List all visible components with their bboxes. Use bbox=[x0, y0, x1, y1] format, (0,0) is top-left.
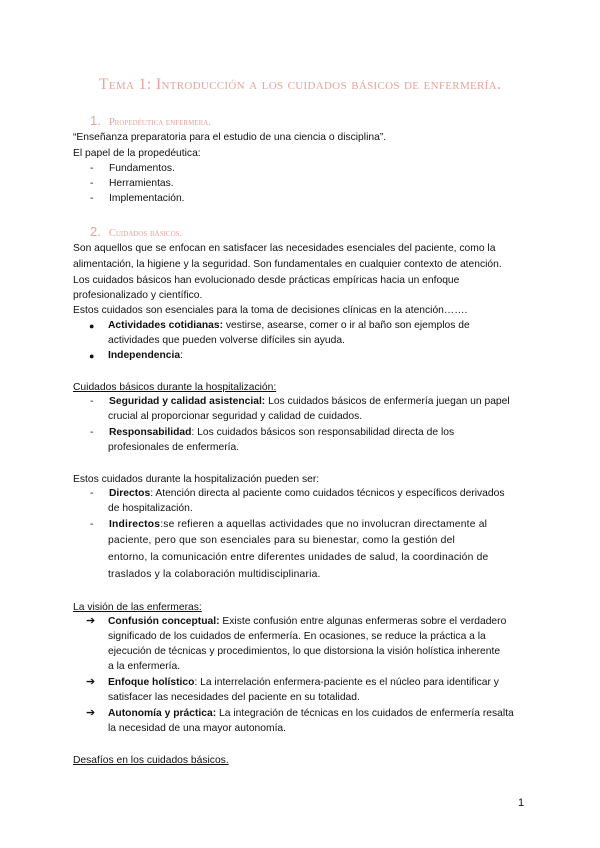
bullet-item: Actividades cotidianas: vestirse, asearse, comer o ir al baño son ejemplos de bbox=[108, 320, 470, 331]
list-item: - Herramientas. bbox=[90, 178, 174, 189]
paragraph-line: alimentación, la higiene y la seguridad. Son fundamentales en cualquier contexto de atención. bbox=[73, 259, 502, 270]
arrow-item-continuation: a la enfermería. bbox=[108, 661, 181, 672]
paragraph: Estos cuidados durante la hospitalización pueden ser: bbox=[73, 474, 320, 485]
paragraph-line: profesionalizado y científico. bbox=[73, 290, 203, 301]
list-item-continuation: crucial al proporcionar seguridad y calidad de cuidados. bbox=[108, 411, 363, 422]
bullet-icon: ● bbox=[89, 321, 95, 331]
paragraph-line: Estos cuidados son esenciales para la toma de decisiones clínicas en la atención……. bbox=[73, 305, 468, 316]
arrow-item-continuation: la necesidad de una mayor autonomía. bbox=[108, 723, 287, 734]
arrow-right-icon: ➔ bbox=[86, 707, 96, 719]
list-item: - Directos: Atención directa al paciente como cuidados técnicos y específicos derivados bbox=[90, 488, 505, 499]
arrow-item-continuation: significado de los cuidados de enfermería. En ocasiones, se reduce la práctica a la bbox=[108, 631, 486, 642]
arrow-item-continuation: satisfacer las necesidades del paciente en su totalidad. bbox=[108, 692, 360, 703]
list-item: - Seguridad y calidad asistencial: Los cuidados básicos de enfermería juegan un papel bbox=[90, 396, 510, 407]
list-item-continuation: paciente, pero que son esenciales para su bienestar, como la gestión del bbox=[108, 535, 455, 546]
paragraph-line: Son aquellos que se enfocan en satisfacer las necesidades esenciales del paciente, como la bbox=[73, 243, 496, 254]
arrow-right-icon: ➔ bbox=[86, 676, 96, 688]
paragraph: El papel de la propedéutica: bbox=[73, 148, 201, 159]
list-item-continuation: entorno, la comunicación entre diferentes unidades de salud, la coordinación de bbox=[108, 552, 489, 563]
list-item: - Implementación. bbox=[90, 193, 185, 204]
subsection-heading: La visión de las enfermeras: bbox=[73, 602, 202, 613]
bullet-item: Independencia: bbox=[108, 350, 183, 361]
arrow-item: Enfoque holístico: La interrelación enfermera-paciente es el núcleo para identificar y bbox=[108, 677, 499, 688]
page-number: 1 bbox=[518, 797, 525, 809]
list-item-continuation: profesionales de enfermería. bbox=[108, 442, 240, 453]
list-item: - Fundamentos. bbox=[90, 163, 175, 174]
bullet-icon: ● bbox=[89, 351, 95, 361]
arrow-right-icon: ➔ bbox=[86, 615, 96, 627]
arrow-item: Autonomía y práctica: La integración de técnicas en los cuidados de enfermería resalta bbox=[108, 708, 514, 719]
subsection-heading: Desafíos en los cuidados básicos. bbox=[73, 755, 229, 766]
list-item: - Responsabilidad: Los cuidados básicos son responsabilidad directa de los bbox=[90, 427, 455, 438]
list-item-continuation: traslados y la colaboración multidisciplinaria. bbox=[108, 569, 321, 580]
arrow-item: Confusión conceptual: Existe confusión entre algunas enfermeras sobre el verdadero bbox=[108, 616, 507, 627]
list-item: - Indirectos:se refieren a aquellas actividades que no involucran directamente al bbox=[90, 519, 488, 530]
definition-quote: “Enseñanza preparatoria para el estudio de una ciencia o disciplina”. bbox=[73, 132, 387, 143]
section-heading-cuidados-basicos: 2. Cuidados básicos. bbox=[90, 224, 183, 239]
bullet-item-continuation: actividades que pueden volverse difíciles sin ayuda. bbox=[108, 335, 345, 346]
arrow-item-continuation: ejecución de técnicas y procedimientos, lo que distorsiona la visión holística inherente bbox=[108, 646, 501, 657]
list-item-continuation: de hospitalización. bbox=[108, 503, 193, 514]
paragraph-line: Los cuidados básicos han evolucionado desde prácticas empíricas hacia un enfoque bbox=[73, 275, 460, 286]
page-title: Tema 1: Introducción a los cuidados básicos de enfermería. bbox=[98, 76, 502, 93]
subsection-heading: Cuidados básicos durante la hospitalización: bbox=[73, 382, 277, 393]
section-heading-propedeutica: 1. Propedéutica enfermera. bbox=[90, 113, 211, 128]
